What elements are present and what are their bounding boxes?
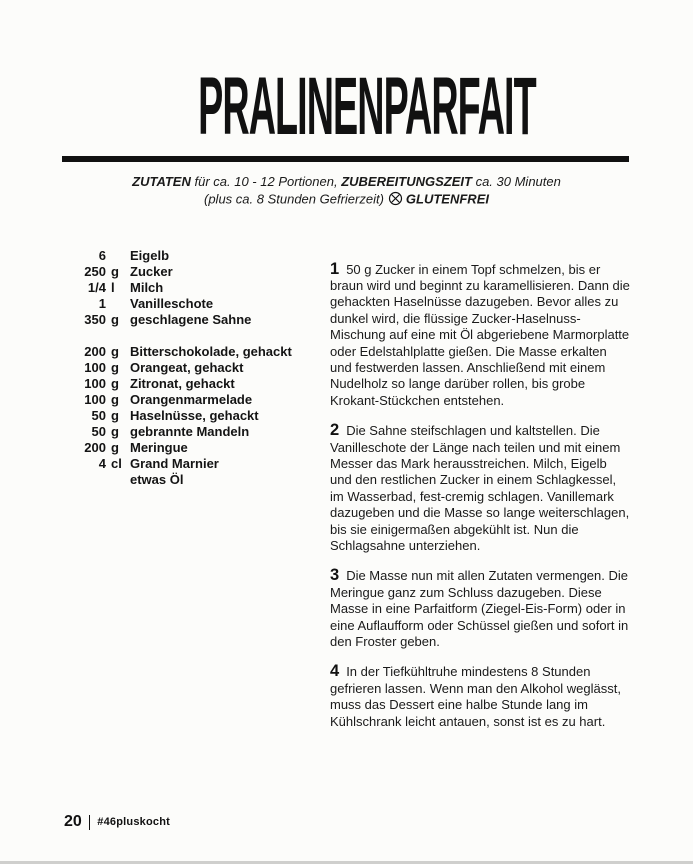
- step-text: Die Masse nun mit allen Zutaten vermengen. Die Meringue ganz zum Schluss dazugeben. Diese Masse in eine Parfaitform (Ziegel-Eis-Form) oder in eine Auflaufform oder Schüssel gießen und sofort in den Froster geben.: [330, 568, 629, 650]
- ingredient-name: Meringue: [130, 439, 188, 455]
- glutenfrei-label: GLUTENFREI: [405, 191, 489, 206]
- ingredient-name: geschlagene Sahne: [130, 311, 252, 327]
- zubereitungszeit-label: ZUBEREITUNGSZEIT: [341, 174, 472, 189]
- meta-line-1: [0, 174, 693, 191]
- ingredient-row: [62, 376, 312, 392]
- ingredient-unit: g: [111, 359, 119, 375]
- ingredient-amount: 100: [84, 359, 106, 375]
- ingredient-name: Vanilleschote: [130, 295, 214, 311]
- ingredient-unit: [111, 296, 125, 312]
- step-number: 4: [330, 662, 340, 681]
- page-title: PRALINENPARFAIT: [198, 61, 536, 152]
- ingredient-amount: [62, 472, 106, 488]
- ingredient-amount: 200: [84, 439, 106, 455]
- ingredients-group-2: [62, 344, 312, 488]
- step-number: 1: [330, 259, 340, 278]
- ingredient-amount: 1/4: [87, 279, 106, 295]
- ingredient-name: Bitterschokolade, gehackt: [130, 343, 292, 359]
- ingredient-unit: g: [111, 311, 119, 327]
- ingredient-unit: l: [111, 279, 115, 295]
- step-paragraph: [330, 663, 632, 730]
- ingredient-name: Grand Marnier: [130, 455, 219, 471]
- ingredient-unit: g: [111, 407, 119, 423]
- ingredient-row: [62, 344, 312, 360]
- ingredient-row: [62, 472, 312, 488]
- ingredient-name: Orangeat, gehackt: [130, 359, 244, 375]
- ingredient-row: [62, 424, 312, 440]
- footer-hashtag: #46pluskocht: [97, 816, 170, 828]
- page-number: 20: [64, 813, 82, 830]
- step-number: 3: [330, 566, 340, 585]
- zubereitungszeit-text: ca. 30 Minuten: [475, 174, 561, 189]
- ingredient-amount: 50: [91, 407, 106, 423]
- ingredient-unit: [111, 472, 125, 488]
- title-divider-rule: [62, 156, 629, 162]
- ingredient-unit: [111, 248, 125, 264]
- step-paragraph: [330, 567, 632, 650]
- ingredient-row: [62, 248, 312, 264]
- ingredient-amount: 50: [91, 423, 106, 439]
- crossed-grain-icon: [388, 191, 403, 206]
- gefrierzeit-text: (plus ca. 8 Stunden Gefrierzeit): [204, 191, 384, 206]
- ingredient-name: Orangenmarmelade: [130, 391, 253, 407]
- ingredient-row: [62, 360, 312, 376]
- ingredient-unit: g: [111, 343, 119, 359]
- meta-line-2: [0, 191, 693, 208]
- ingredient-amount: 6: [98, 247, 106, 263]
- zutaten-label: ZUTATEN: [132, 174, 191, 189]
- ingredient-name: Zitronat, gehackt: [130, 375, 235, 391]
- ingredient-row: [62, 296, 312, 312]
- ingredient-amount: 1: [98, 295, 106, 311]
- ingredient-unit: cl: [111, 455, 122, 471]
- step-paragraph: [330, 422, 632, 554]
- ingredient-amount: 4: [98, 455, 106, 471]
- ingredient-unit: g: [111, 439, 119, 455]
- ingredient-unit: g: [111, 423, 119, 439]
- ingredient-name: Eigelb: [130, 247, 170, 263]
- recipe-content: [0, 248, 693, 744]
- footer-separator: [89, 815, 91, 830]
- ingredient-row: [62, 312, 312, 328]
- ingredients-group-1: [62, 248, 312, 328]
- ingredient-amount: 350: [84, 311, 106, 327]
- ingredient-name: etwas Öl: [130, 471, 184, 487]
- ingredient-unit: g: [111, 391, 119, 407]
- zutaten-text: für ca. 10 - 12 Portionen,: [194, 174, 338, 189]
- ingredient-row: [62, 392, 312, 408]
- ingredient-row: [62, 264, 312, 280]
- ingredient-amount: 100: [84, 391, 106, 407]
- title-wrap: [0, 61, 693, 152]
- preparation-steps: [330, 248, 632, 744]
- ingredients-list: [62, 248, 312, 504]
- recipe-meta: [0, 174, 693, 208]
- ingredient-amount: 250: [84, 263, 106, 279]
- step-text: In der Tiefkühltruhe mindestens 8 Stunden gefrieren lassen. Wenn man den Alkohol weglässt, muss das Dessert eine halbe Stunde lang im Kühlschrank leicht antauen, sonst ist es zu hart.: [330, 664, 621, 729]
- ingredient-row: [62, 408, 312, 424]
- ingredient-unit: g: [111, 263, 119, 279]
- step-paragraph: [330, 261, 632, 410]
- ingredient-name: Haselnüsse, gehackt: [130, 407, 259, 423]
- ingredient-row: [62, 280, 312, 296]
- step-number: 2: [330, 421, 340, 440]
- ingredient-name: Zucker: [130, 263, 173, 279]
- ingredient-name: gebrannte Mandeln: [130, 423, 250, 439]
- ingredient-row: [62, 456, 312, 472]
- step-text: Die Sahne steifschlagen und kaltstellen. Die Vanilleschote der Länge nach teilen und mit einem Messer das Mark herausstreichen. Milch, Eigelb und den restlichen Zucker in einem Schlagkessel, im Wasserbad, fest-cremig schlagen. Vanillemark dazugeben und die Masse so lange weiterschlagen, bis sie einigermaßen abgekühlt ist. Nun die Schlagsahne unterziehen.: [330, 423, 630, 553]
- ingredient-amount: 100: [84, 375, 106, 391]
- step-text: 50 g Zucker in einem Topf schmelzen, bis er braun wird und beginnt zu karamellisieren. Dann die gehackten Haselnüsse dazugeben. Bevor alles zu dunkel wird, die flüssige Zucker-Haselnuss-Mischung auf eine mit Öl abgeriebene Marmorplatte oder Edelstahlplatte gießen. Die Masse erkalten und festwerden lassen. Anschließend mit einem Nudelholz so lange darüber rollen, bis grobe Krokant-Stückchen entstehen.: [330, 261, 630, 408]
- ingredient-unit: g: [111, 375, 119, 391]
- ingredient-amount: 200: [84, 343, 106, 359]
- ingredient-name: Milch: [130, 279, 164, 295]
- ingredient-row: [62, 440, 312, 456]
- page-footer: [64, 813, 170, 831]
